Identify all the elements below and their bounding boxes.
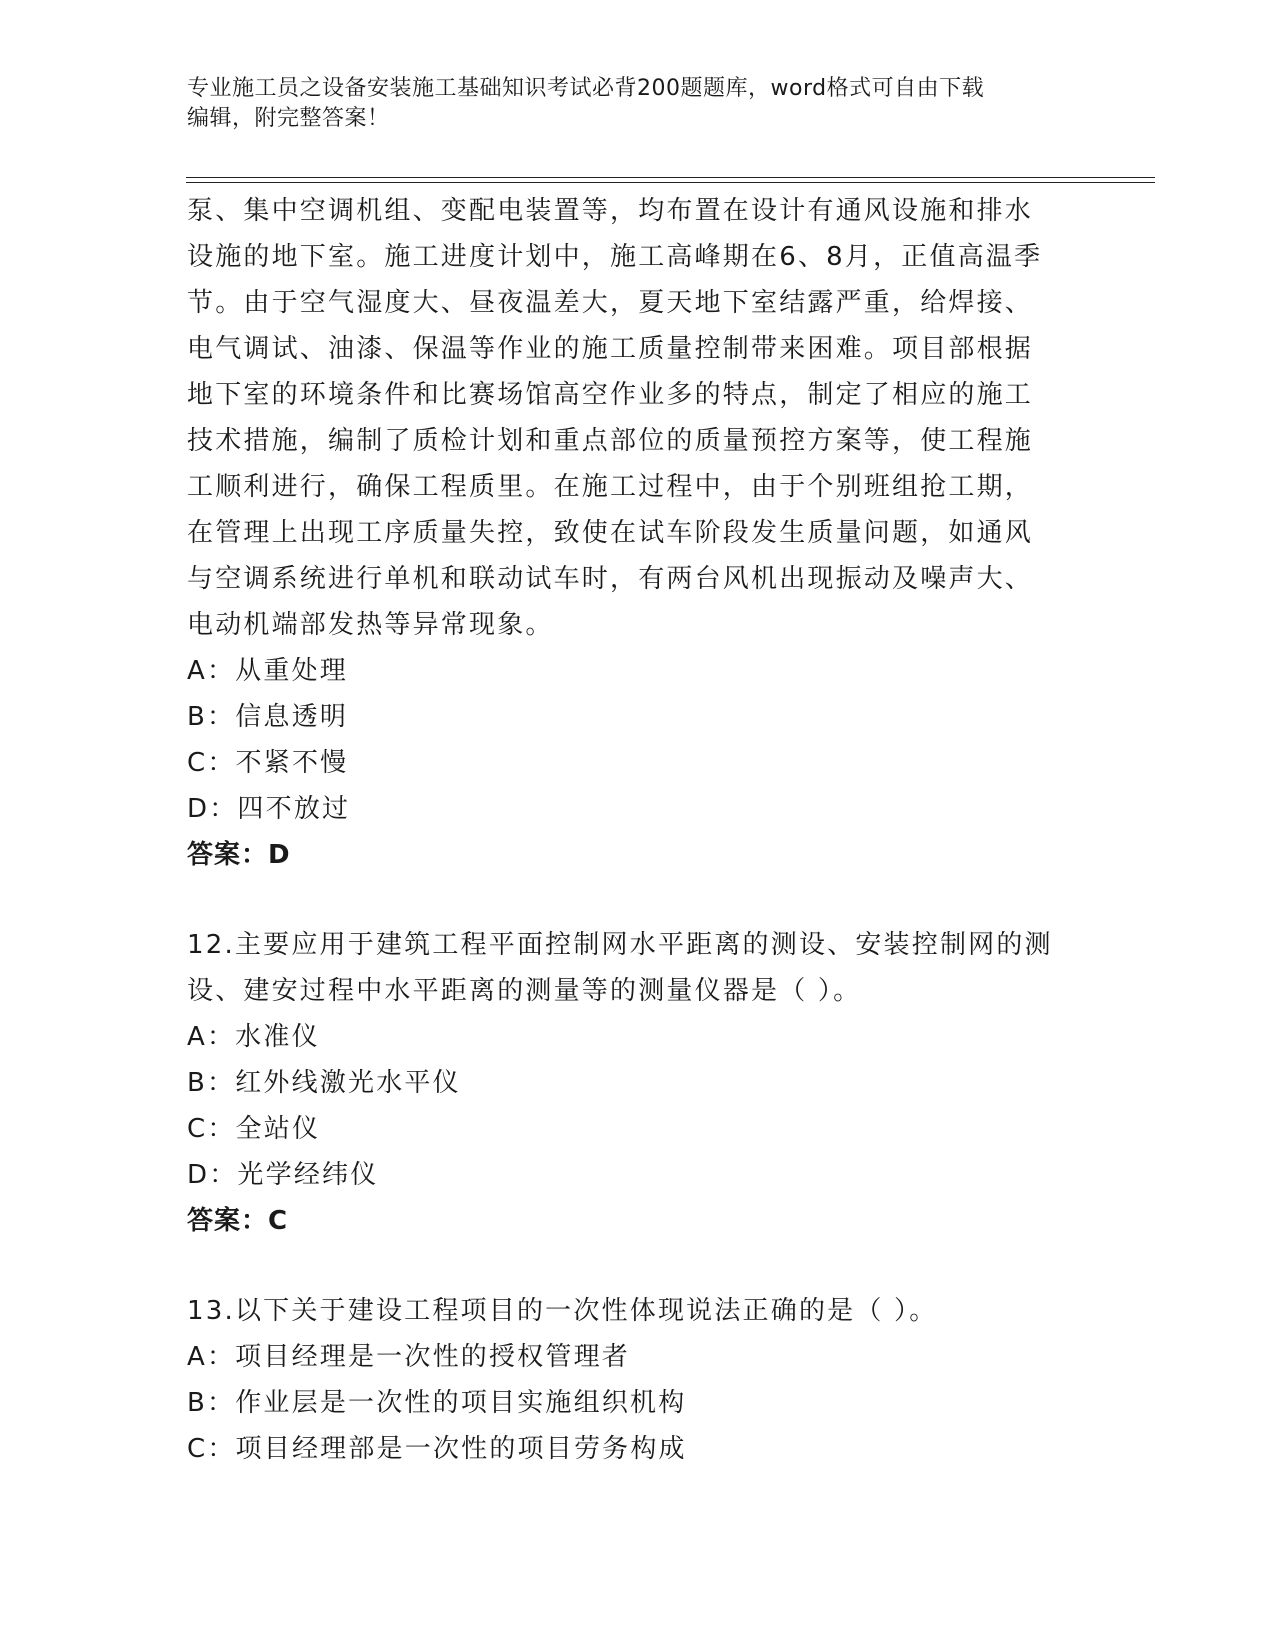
- option-c: C：项目经理部是一次性的项目劳务构成: [187, 1434, 687, 1464]
- question-11: [187, 188, 1087, 878]
- option-a: A：项目经理是一次性的授权管理者: [187, 1342, 630, 1372]
- option-b: B：红外线激光水平仪: [187, 1068, 461, 1098]
- header-divider-top: [186, 177, 1155, 178]
- stem-line: 地下室的环境条件和比赛场馆高空作业多的特点，制定了相应的施工: [187, 380, 1034, 410]
- option-b: B：信息透明: [187, 702, 349, 732]
- stem-line: 节。由于空气湿度大、昼夜温差大，夏天地下室结露严重，给焊接、: [187, 288, 1034, 318]
- question-spacer: [187, 1244, 1087, 1288]
- option-c: C：不紧不慢: [187, 748, 349, 778]
- stem-line: 工顺利进行，确保工程质里。在施工过程中，由于个别班组抢工期，: [187, 472, 1034, 502]
- question-stem: [187, 188, 1087, 648]
- option-a: A：从重处理: [187, 656, 348, 686]
- document-title-line-1: 专业施工员之设备安装施工基础知识考试必背200题题库，word格式可自由下载: [187, 76, 985, 101]
- question-spacer: [187, 878, 1087, 922]
- option-a: A：水准仪: [187, 1022, 320, 1052]
- question-stem: [187, 1288, 1087, 1334]
- option-c: C：全站仪: [187, 1114, 321, 1144]
- stem-line: 与空调系统进行单机和联动试车时，有两台风机出现振动及噪声大、: [187, 564, 1034, 594]
- stem-line: 电动机端部发热等异常现象。: [187, 610, 554, 640]
- answer-label: 答案：C: [187, 1206, 289, 1236]
- header-divider-bottom: [186, 182, 1155, 183]
- stem-line: 在管理上出现工序质量失控，致使在试车阶段发生质量问题，如通风: [187, 518, 1034, 548]
- answer-label: 答案：D: [187, 840, 291, 870]
- stem-line: 设施的地下室。施工进度计划中，施工高峰期在6、8月，正值高温季: [187, 242, 1043, 272]
- stem-line: 技术措施，编制了质检计划和重点部位的质量预控方案等，使工程施: [187, 426, 1034, 456]
- document-title-line-2: 编辑，附完整答案！: [187, 106, 390, 131]
- page-header: [187, 74, 1067, 134]
- question-12: [187, 922, 1087, 1244]
- option-d: D：四不放过: [187, 794, 351, 824]
- stem-line: 13.以下关于建设工程项目的一次性体现说法正确的是（ ）。: [187, 1296, 938, 1326]
- option-d: D：光学经纬仪: [187, 1160, 379, 1190]
- stem-line: 电气调试、油漆、保温等作业的施工质量控制带来困难。项目部根据: [187, 334, 1034, 364]
- document-body: [187, 188, 1087, 1472]
- option-b: B：作业层是一次性的项目实施组织机构: [187, 1388, 687, 1418]
- question-stem: [187, 922, 1087, 1014]
- stem-line: 12.主要应用于建筑工程平面控制网水平距离的测设、安装控制网的测: [187, 930, 1053, 960]
- stem-line: 泵、集中空调机组、变配电装置等，均布置在设计有通风设施和排水: [187, 196, 1034, 226]
- question-13: [187, 1288, 1087, 1472]
- stem-line: 设、建安过程中水平距离的测量等的测量仪器是（ ）。: [187, 976, 862, 1006]
